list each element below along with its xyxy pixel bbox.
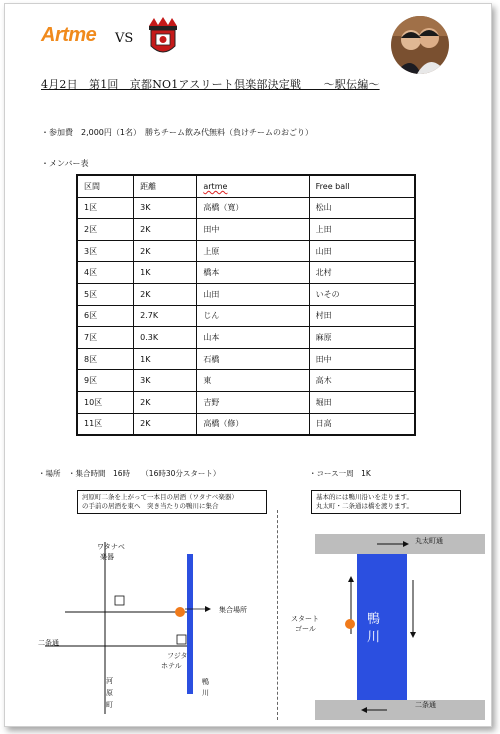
table-header-row: [77, 175, 415, 197]
kawaramachi-label-1: 河: [106, 677, 113, 685]
fujita-building: [177, 635, 186, 644]
fujita-label-2: ホテル: [161, 662, 182, 670]
cell-freeball: 松山: [309, 197, 415, 219]
cell-freeball: 田中: [309, 348, 415, 370]
kamo-label-1: 鴨: [202, 678, 209, 686]
table-row: [77, 391, 415, 413]
artme-logo: Artme: [41, 24, 97, 46]
kamo-label-2: 川: [202, 689, 209, 697]
cell-freeball: 日高: [309, 413, 415, 435]
member-table: [76, 174, 416, 436]
cell-section: 4区: [77, 262, 134, 284]
meeting-directions: [77, 490, 267, 514]
table-row: [77, 348, 415, 370]
table-row: [77, 327, 415, 349]
cell-freeball: 高木: [309, 370, 415, 392]
team-crest-icon: [145, 16, 181, 58]
cell-artme: 東: [197, 370, 309, 392]
cell-artme: 吉野: [197, 391, 309, 413]
cell-freeball: 上田: [309, 219, 415, 241]
table-row: [77, 197, 415, 219]
river-label-2: 川: [367, 630, 381, 645]
nijo-label: 二条通: [38, 639, 59, 647]
directions-line-1: 河原町二条を上がって一本目の居酒（ワタナベ楽器）: [82, 493, 238, 501]
document-page: [4, 3, 492, 727]
start-label: スタート: [291, 615, 319, 623]
cell-distance: 1K: [134, 262, 197, 284]
header-distance: 距離: [134, 175, 197, 197]
cell-distance: 2.7K: [134, 305, 197, 327]
nijo-course-label: 二条通: [415, 701, 436, 709]
kamo-river: [187, 554, 193, 694]
cell-section: 8区: [77, 348, 134, 370]
cell-section: 6区: [77, 305, 134, 327]
course-directions: [311, 490, 461, 514]
meeting-point-icon: [175, 607, 185, 617]
marutamachi-label: 丸太町通: [415, 537, 443, 545]
watanabe-label-2: 楽器: [100, 553, 114, 561]
cell-section: 1区: [77, 197, 134, 219]
cell-artme: 石橋: [197, 348, 309, 370]
nijo-road: [315, 700, 485, 720]
cell-freeball: 麻原: [309, 327, 415, 349]
cell-distance: 2K: [134, 283, 197, 305]
cell-distance: 2K: [134, 413, 197, 435]
cell-section: 3区: [77, 240, 134, 262]
team-photo: [391, 16, 449, 74]
fujita-label-1: フジタ: [167, 652, 188, 660]
directions-line-2: の手前の居酒を東へ 突き当たりの鴨川に集合: [82, 502, 219, 510]
header-artme-label: artme: [203, 181, 228, 191]
table-row: [77, 283, 415, 305]
cell-artme: 山田: [197, 283, 309, 305]
cell-distance: 1K: [134, 348, 197, 370]
course-info: ・コース一周 1K: [309, 469, 371, 478]
kamo-river-course: [357, 554, 407, 700]
start-goal-icon: [345, 619, 355, 629]
watanabe-building: [115, 596, 124, 605]
cell-section: 10区: [77, 391, 134, 413]
watanabe-label-1: ワタナベ: [97, 543, 125, 551]
cell-freeball: 山田: [309, 240, 415, 262]
table-row: [77, 413, 415, 435]
cell-section: 9区: [77, 370, 134, 392]
course-map: [305, 524, 485, 724]
participation-fee: ・参加費 2,000円（1名） 勝ちチーム飲み代無料（負けチームのおごり）: [41, 128, 313, 137]
cell-artme: 山本: [197, 327, 309, 349]
cell-freeball: 北村: [309, 262, 415, 284]
cell-artme: 橋本: [197, 262, 309, 284]
course-line-2: 丸太町・二条通は橋を渡ります。: [316, 502, 413, 510]
cell-freeball: 村田: [309, 305, 415, 327]
kawaramachi-label-2: 原: [106, 689, 113, 697]
cell-section: 5区: [77, 283, 134, 305]
cell-distance: 2K: [134, 240, 197, 262]
cell-section: 7区: [77, 327, 134, 349]
cell-distance: 2K: [134, 219, 197, 241]
table-row: [77, 305, 415, 327]
cell-artme: 高橋（修）: [197, 413, 309, 435]
event-title: 4月2日 第1回 京都NO1アスリート倶楽部決定戦 ～駅伝編～: [41, 78, 380, 91]
cell-distance: 0.3K: [134, 327, 197, 349]
cell-section: 11区: [77, 413, 134, 435]
header-artme: [197, 175, 309, 197]
cell-artme: 上原: [197, 240, 309, 262]
meeting-point-label: 集合場所: [219, 606, 247, 614]
cell-artme: 田中: [197, 219, 309, 241]
cell-artme: 高橋（寛）: [197, 197, 309, 219]
cell-section: 2区: [77, 219, 134, 241]
meeting-info: ・場所 ・集合時間 16時 （16時30分スタート）: [38, 469, 221, 478]
table-row: [77, 262, 415, 284]
cell-distance: 3K: [134, 197, 197, 219]
table-row: [77, 219, 415, 241]
kawaramachi-label-3: 町: [106, 701, 113, 709]
course-line-1: 基本的には鴨川沿いを走ります。: [316, 493, 413, 501]
member-list-heading: ・メンバー表: [41, 159, 89, 168]
cell-distance: 3K: [134, 370, 197, 392]
cell-freeball: 堀田: [309, 391, 415, 413]
cell-artme: じん: [197, 305, 309, 327]
table-row: [77, 370, 415, 392]
section-divider: [277, 510, 278, 720]
header-freeball: Free ball: [309, 175, 415, 197]
goal-label: ゴール: [295, 625, 316, 633]
vs-label: VS: [115, 31, 134, 46]
cell-distance: 2K: [134, 391, 197, 413]
cell-freeball: いその: [309, 283, 415, 305]
table-row: [77, 240, 415, 262]
header-section: 区間: [77, 175, 134, 197]
river-label-1: 鴨: [367, 612, 381, 627]
